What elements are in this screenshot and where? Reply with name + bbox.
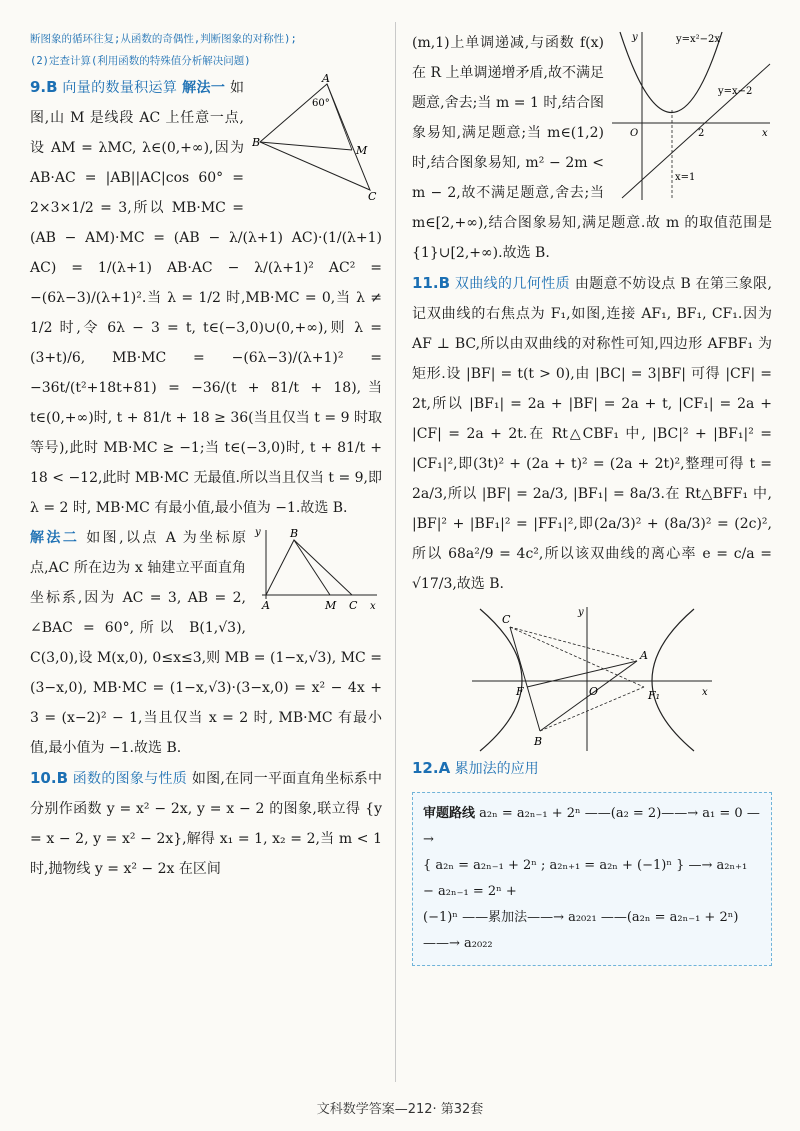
q10-paragraph-right: (m,1)上单调递减,与函数 f(x) 在 R 上单调递增矛盾,故不满足题意,舍去;当 m = 1 时,结合图象易知,满足题意;当 m∈(1,2)时,结合图象易知, m² − 2m < m − 2,故不满足题意,舍去;当 m∈[2,+∞),结合图象易知,满足题意.故 m 的取值范围是 {1}∪[2,+∞).故选 B.	[412, 35, 772, 261]
fig-label: B	[290, 527, 299, 540]
fig-label: y	[255, 527, 261, 538]
fig-label: M	[356, 144, 368, 157]
q12-line-3: (−1)ⁿ ——累加法——→ a₂₀₂₁ ——(a₂ₙ = a₂ₙ₋₁ + 2ⁿ)——→ a₂₀₂₂	[423, 910, 739, 951]
left-column	[30, 28, 382, 884]
q12-line-2: { a₂ₙ = a₂ₙ₋₁ + 2ⁿ ; a₂ₙ₊₁ = a₂ₙ + (−1)ⁿ } —→ a₂ₙ₊₁ − a₂ₙ₋₁ = 2ⁿ +	[423, 858, 748, 899]
q9-triangle-figure	[252, 72, 382, 202]
q9-topic: 向量的数量积运算	[62, 80, 178, 96]
q10-text-left: 如图,在同一平面直角坐标系中分别作函数 y = x² − 2x, y = x − 2 的图象,联立得 {y = x − 2, y = x² − 2x},解得 x₁ = 1, x₂ = 2,当 m < 1 时,抛物线 y = x² − 2x 在区间	[30, 771, 383, 877]
fig-label: M	[325, 599, 337, 612]
q10-paragraph-left	[30, 763, 382, 884]
fig-label: C	[502, 613, 511, 626]
q11-figure-wrap	[412, 603, 772, 753]
fig-label: C	[349, 599, 358, 612]
q11-paragraph	[412, 268, 772, 599]
q10-graph-figure	[612, 28, 772, 203]
q12-heading	[412, 753, 772, 784]
q12-box-title: 审题路线	[423, 806, 476, 821]
q9-text-1: 如图,山 M 是线段 AC 上任意一点,设 AM = λMC, λ∈(0,+∞),因为 AB·AC = |AB||AC|cos 60° = 2×3×1/2 = 3,所以 MB·MC = (AB − AM)·MC = (AB − λ/(λ+1) AC)·(1/(λ+1) AC) = 1/(λ+1) AB·AC − λ/(λ+1)² AC² = −(6λ−3)/(λ+1)².当 λ = 1/2 时,MB·MC = 0,当 λ ≠ 1/2 时,令 6λ − 3 = t, t∈(−3,0)∪(0,+∞),则 λ = (3+t)/6, MB·MC = −(6λ−3)/(λ+1)² = −36t/(t²+18t+81) = −36/(t + 81/t + 18),当 t∈(0,+∞)时, t + 81/t + 18 ≥ 36(当且仅当 t = 9 时取等号),此时 MB·MC ≥ −1;当 t∈(−3,0)时, t + 81/t + 18 < −12,此时 MB·MC 无最值.所以当且仅当 t = 9,即 λ = 2 时, MB·MC 有最小值,最小值为 −1.故选 B.	[30, 80, 382, 516]
fig-label: A	[262, 599, 270, 612]
fig-label: y=x²−2x	[676, 34, 721, 45]
fig-label: 2	[698, 128, 705, 139]
q9-section	[30, 72, 382, 763]
q10-continued	[412, 28, 772, 268]
q10-section	[30, 763, 382, 884]
q11-number: 11.B	[412, 274, 451, 292]
fig-label: A	[322, 72, 330, 85]
q12-topic: 累加法的应用	[454, 761, 539, 777]
fig-label: B	[252, 136, 261, 149]
q9-coordinate-figure	[252, 525, 382, 615]
fig-label: O	[589, 685, 599, 698]
q12-number: 12.A	[412, 759, 451, 777]
q11-section	[412, 268, 772, 753]
fig-label: x	[762, 128, 768, 139]
q11-hyperbola-figure	[462, 603, 722, 753]
q12-route-box	[412, 792, 772, 966]
fig-label: x	[702, 687, 708, 698]
q11-topic: 双曲线的几何性质	[454, 276, 571, 292]
fig-label: y	[578, 607, 584, 618]
fig-label: F₁	[648, 689, 661, 702]
fig-label: F	[516, 685, 524, 698]
fig-label: x	[370, 601, 376, 612]
q9-method-1: 解法一	[182, 80, 226, 96]
fig-label: B	[534, 735, 543, 748]
fig-label: 60°	[312, 98, 330, 109]
q10-number: 10.B	[30, 769, 69, 787]
note-line-2: (2)定查计算(利用函数的特殊值分析解决问题)	[30, 55, 251, 67]
right-column	[412, 28, 772, 966]
fig-label: C	[368, 190, 377, 202]
note-line-1: 断图象的循环往复;从函数的奇偶性,判断图象的对称性);	[30, 33, 297, 45]
fig-label: O	[630, 128, 639, 139]
q12-section	[412, 753, 772, 966]
fig-label: x=1	[675, 172, 696, 183]
q12-line-1	[423, 801, 761, 853]
q9-text-2: 如图,以点 A 为坐标原点,AC 所在边为 x 轴建立平面直角坐标系,因为 AC = 3, AB = 2, ∠BAC = 60°,所以 B(1,√3), C(3,0),设 M(x,0), 0≤x≤3,则 MB = (1−x,√3), MC = (3−x,0), MB·MC = (1−x,√3)·(3−x,0) = x² − 4x + 3 = (x−2)² − 1,当且仅当 x = 2 时, MB·MC 有最小值,最小值为 −1.故选 B.	[30, 530, 382, 756]
q12-line-1-text: a₂ₙ = a₂ₙ₋₁ + 2ⁿ ——(a₂ = 2)——→ a₁ = 0 —→	[423, 806, 760, 847]
fig-label: y	[632, 32, 638, 43]
q9-number: 9.B	[30, 78, 58, 96]
q10-topic: 函数的图象与性质	[72, 771, 188, 787]
page-footer: 文科数学答案—212· 第32套	[316, 1102, 484, 1117]
column-divider	[395, 22, 396, 1082]
fig-label: y=x−2	[718, 86, 753, 97]
q9-method-2: 解法二	[30, 530, 80, 546]
q11-text: 由题意不妨设点 B 在第三象限,记双曲线的右焦点为 F₁,如图,连接 AF₁, BF₁, CF₁.因为 AF ⊥ BC,所以由双曲线的对称性可知,四边形 AFBF₁ 为矩形.设 |BF| = t(t > 0),由 |BC| = 3|BF| 可得 |CF| = 2t,所以 |BF₁| = 2a + |BF| = 2a + t, |CF₁| = 2a + |CF| = 2a + 2t.在 Rt△CBF₁ 中, |BC|² + |BF₁|² = |CF₁|²,即(3t)² + (2a + t)² = (2a + 2t)²,整理可得 t = 2a/3,所以 |BF| = 2a/3, |BF₁| = 8a/3.在 Rt△BFF₁ 中, |BF|² + |BF₁|² = |FF₁|²,即(2a/3)² + (8a/3)² = (2c)²,所以 68a²/9 = 4c²,所以该双曲线的离心率 e = c/a = √17/3,故选 B.	[412, 276, 773, 592]
fig-label: A	[640, 649, 648, 662]
